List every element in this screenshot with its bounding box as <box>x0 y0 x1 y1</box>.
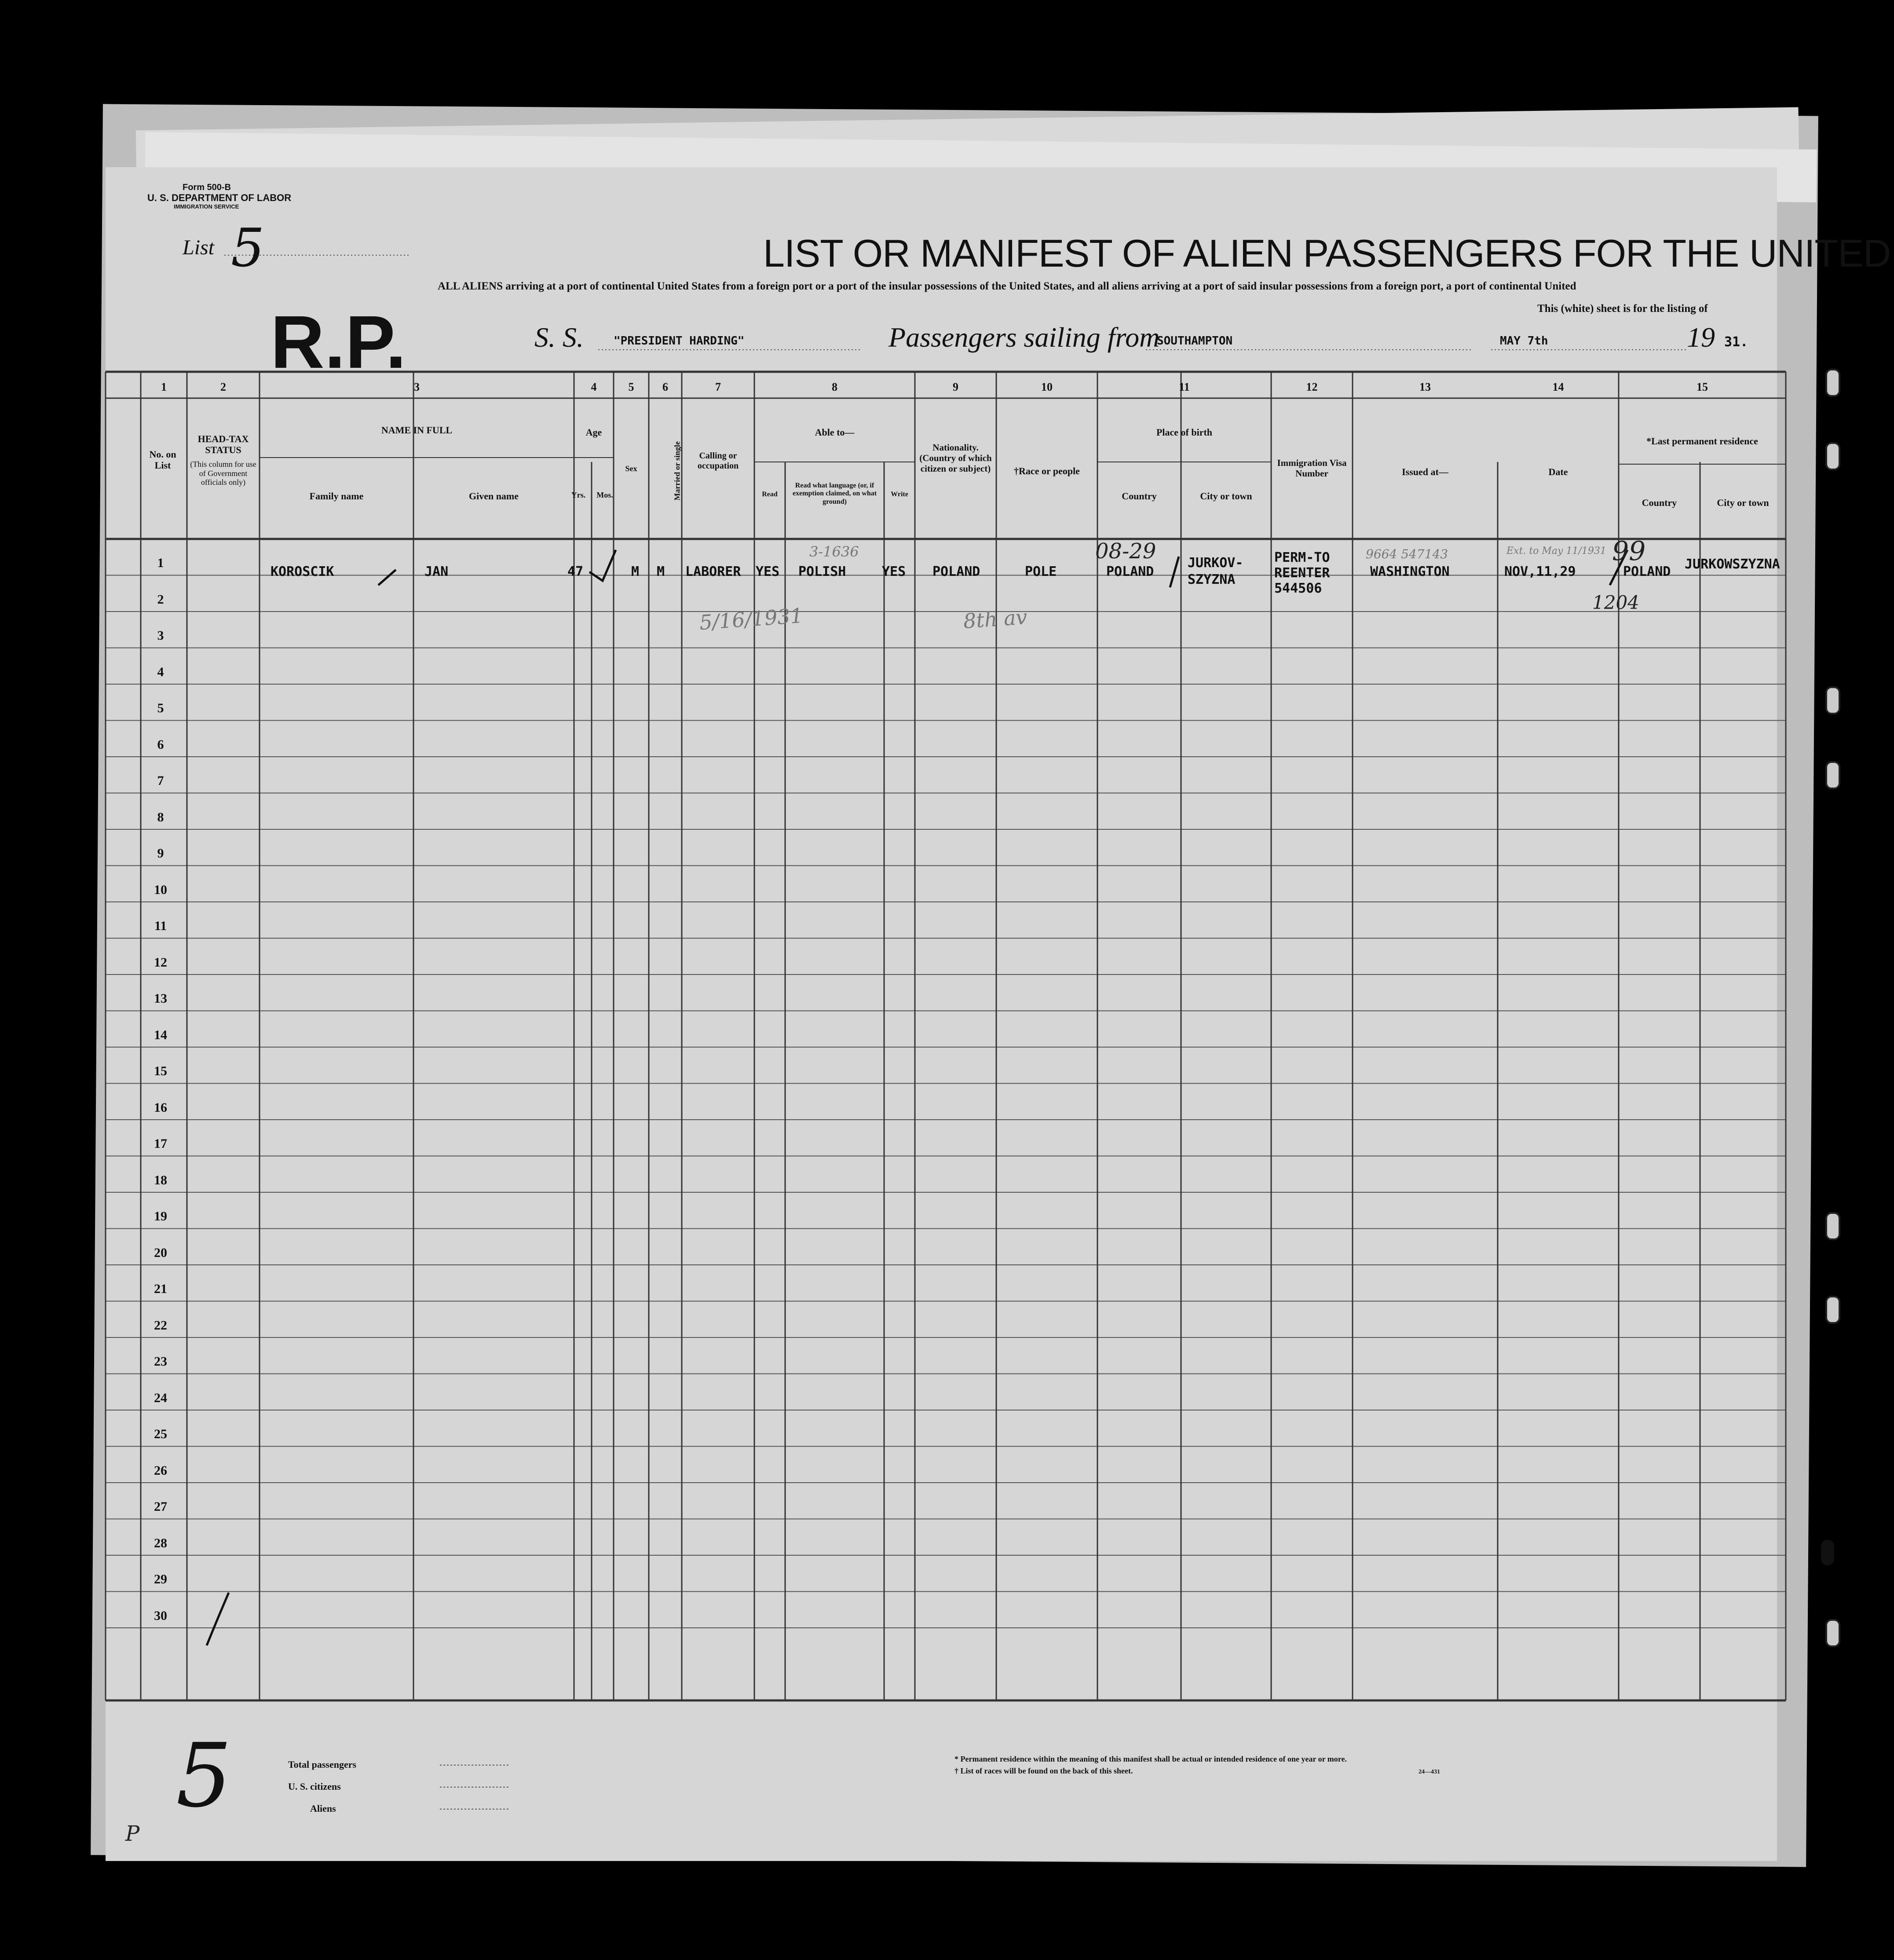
header-no-on-list: No. on List <box>149 449 176 471</box>
binder-hole <box>1825 1212 1840 1240</box>
subtitle-line-1: ALL ALIENS arriving at a port of continental United States from a foreign port or a port of the insular possessions of the United States, and all aliens arriving at a port of said insular possessions from a foreign port, a port of continental United <box>438 280 1576 292</box>
binder-hole <box>1825 761 1840 789</box>
departure-port: SOUTHAMPTON <box>1157 334 1233 348</box>
footer-print-code: 24—431 <box>1419 1769 1440 1775</box>
handwritten-top-marks: 3-1636 <box>809 543 859 560</box>
header-given-name: Given name <box>468 491 519 502</box>
column-number: 8 <box>832 381 837 393</box>
header-age: Age <box>585 427 602 438</box>
row-number: 16 <box>154 1100 167 1115</box>
footer-note-races: † List of races will be found on the back of this sheet. <box>954 1766 1133 1775</box>
year-suffix: 31. <box>1724 334 1748 350</box>
handwritten-birth-note: 08-29 <box>1095 539 1156 564</box>
row-number: 21 <box>154 1282 167 1296</box>
header-date: Date <box>1548 466 1568 477</box>
header-read-language: Read what language (or, if exemption claimed, on what ground) <box>792 482 877 506</box>
row-number: 29 <box>154 1572 167 1586</box>
header-read: Read <box>762 491 778 498</box>
header-birth-country: Country <box>1122 491 1157 502</box>
binder-hole <box>1825 369 1840 397</box>
column-number: 10 <box>1041 381 1053 393</box>
column-number: 6 <box>662 381 668 393</box>
sailing-label: Passengers sailing from <box>888 322 1160 353</box>
header-res-country: Country <box>1642 497 1677 508</box>
passenger-birth-city-2: SZYZNA <box>1188 572 1236 587</box>
row-number: 22 <box>154 1318 167 1333</box>
row-number: 1 <box>157 556 164 570</box>
ss-label: S. S. <box>534 322 584 353</box>
handwritten-residence-note: 99 <box>1612 536 1646 567</box>
column-number: 4 <box>591 381 597 393</box>
binder-hole <box>1825 1619 1840 1647</box>
header-name-in-full: NAME IN FULL <box>381 425 453 436</box>
passenger-given-name: JAN <box>424 564 449 579</box>
row-number: 3 <box>157 628 164 643</box>
binder-hole <box>1825 686 1840 714</box>
column-number: 5 <box>628 381 634 393</box>
footer-us-citizens: U. S. citizens <box>288 1781 341 1792</box>
header-head-tax: HEAD-TAX STATUS <box>197 433 249 456</box>
handwritten-date-note: Ext. to May 11/1931 <box>1506 546 1606 557</box>
header-able-to: Able to— <box>815 427 855 438</box>
row-number: 7 <box>157 773 164 788</box>
column-number: 9 <box>953 381 958 393</box>
row-number: 17 <box>154 1136 167 1151</box>
list-label: List <box>183 236 215 259</box>
row-number: 28 <box>154 1535 167 1550</box>
column-number: 12 <box>1306 381 1318 393</box>
passenger-race: POLE <box>1025 564 1057 579</box>
row-number: 11 <box>154 919 167 933</box>
row-number: 27 <box>154 1499 167 1514</box>
passenger-age-years: 47 <box>567 564 584 579</box>
passenger-issued-at: WASHINGTON <box>1370 564 1450 579</box>
row-number: 15 <box>154 1064 167 1078</box>
header-married-single: Married or single <box>673 441 682 501</box>
row-number: 19 <box>154 1209 167 1224</box>
header-place-of-birth: Place of birth <box>1156 427 1213 438</box>
row-number: 13 <box>154 991 167 1006</box>
header-yrs: Yrs. <box>571 491 586 499</box>
list-number: 5 <box>231 218 265 279</box>
column-number: 1 <box>161 381 167 393</box>
ship-name: "PRESIDENT HARDING" <box>614 334 745 348</box>
header-sex: Sex <box>625 464 637 473</box>
header-head-tax-note: (This column for use of Government officials only) <box>190 460 256 487</box>
row-number: 8 <box>157 810 164 824</box>
header-calling: Calling or occupation <box>697 451 739 471</box>
footer-total-passengers: Total passengers <box>288 1759 357 1770</box>
service-label: IMMIGRATION SERVICE <box>174 203 239 210</box>
row-number: 24 <box>154 1390 167 1405</box>
header-visa-number: Immigration Visa Number <box>1277 458 1347 479</box>
page-title: LIST OR MANIFEST OF ALIEN PASSENGERS FOR THE UNITED <box>763 231 1891 275</box>
handwritten-visa-note: 9664 547143 <box>1366 547 1448 561</box>
passenger-marital-status: M <box>657 564 665 579</box>
row-number: 20 <box>154 1245 167 1260</box>
header-family-name: Family name <box>309 491 364 502</box>
header-last-residence: *Last permanent residence <box>1646 436 1758 447</box>
passenger-birth-country: POLAND <box>1106 564 1154 579</box>
handwritten-row2-note: 8th av <box>962 604 1028 634</box>
row-number: 2 <box>157 592 164 607</box>
header-nationality: Nationality. (Country of which citizen or subject) <box>919 442 992 474</box>
binder-hole <box>1825 1296 1840 1324</box>
handwritten-list-total: 5 <box>176 1725 232 1827</box>
column-number: 14 <box>1552 381 1564 393</box>
corner-mark: P <box>125 1821 140 1846</box>
row-number: 6 <box>157 737 164 752</box>
rp-stamp: R.P. <box>271 300 406 384</box>
subtitle-line-2: This (white) sheet is for the listing of <box>1537 303 1708 315</box>
department-label: U. S. DEPARTMENT OF LABOR <box>147 192 292 203</box>
column-number: 7 <box>715 381 721 393</box>
passenger-visa-date: NOV,11,29 <box>1504 564 1576 579</box>
passenger-birth-city-1: JURKOV- <box>1188 555 1243 571</box>
passenger-language: POLISH <box>798 564 846 579</box>
row-number: 26 <box>154 1463 167 1478</box>
header-issued-at: Issued at— <box>1402 466 1448 477</box>
handwritten-row2-date: 5/16/1931 <box>698 603 804 635</box>
header-race: †Race or people <box>1014 465 1080 476</box>
form-number: Form 500-B <box>183 183 231 192</box>
passenger-occupation: LABORER <box>685 564 741 579</box>
header-res-city: City or town <box>1717 497 1769 508</box>
header-write: Write <box>891 491 908 498</box>
passenger-family-name: KOROSCIK <box>271 564 334 579</box>
year-prefix: 19 <box>1687 322 1715 353</box>
row-number: 14 <box>154 1027 167 1042</box>
sailing-date: MAY 7th <box>1500 334 1548 348</box>
column-number: 13 <box>1419 381 1431 393</box>
passenger-sex: M <box>631 564 640 579</box>
passenger-can-write: YES <box>882 564 906 579</box>
passenger-visa-3: 544506 <box>1274 581 1322 596</box>
passenger-can-read: YES <box>756 564 780 579</box>
row-number: 10 <box>154 882 167 897</box>
row-number: 5 <box>157 701 164 715</box>
passenger-visa-2: REENTER <box>1274 565 1330 581</box>
row-number: 12 <box>154 955 167 970</box>
binder-hole <box>1821 1540 1834 1565</box>
row-number: 9 <box>157 846 164 861</box>
footer-note-residence: * Permanent residence within the meaning of this manifest shall be actual or intended residence of one year or more. <box>954 1755 1347 1763</box>
row-number: 18 <box>154 1172 167 1187</box>
column-number: 11 <box>1179 381 1190 393</box>
passenger-res-country: POLAND <box>1623 564 1671 579</box>
header-mos: Mos. <box>596 491 613 499</box>
footer-aliens: Aliens <box>310 1803 336 1814</box>
column-number: 15 <box>1697 381 1708 393</box>
column-number: 2 <box>220 381 226 393</box>
row-number: 4 <box>157 664 164 679</box>
column-number: 3 <box>414 381 420 393</box>
passenger-res-city: JURKOWSZYZNA <box>1685 557 1780 572</box>
binder-hole <box>1825 442 1840 470</box>
header-birth-city: City or town <box>1200 491 1252 502</box>
row-number: 25 <box>154 1427 167 1441</box>
passenger-visa-1: PERM-TO <box>1274 550 1330 565</box>
handwritten-residence-note-2: 1204 <box>1592 592 1639 613</box>
row-number: 30 <box>154 1608 167 1623</box>
passenger-nationality: POLAND <box>932 564 980 579</box>
row-number: 23 <box>154 1354 167 1369</box>
